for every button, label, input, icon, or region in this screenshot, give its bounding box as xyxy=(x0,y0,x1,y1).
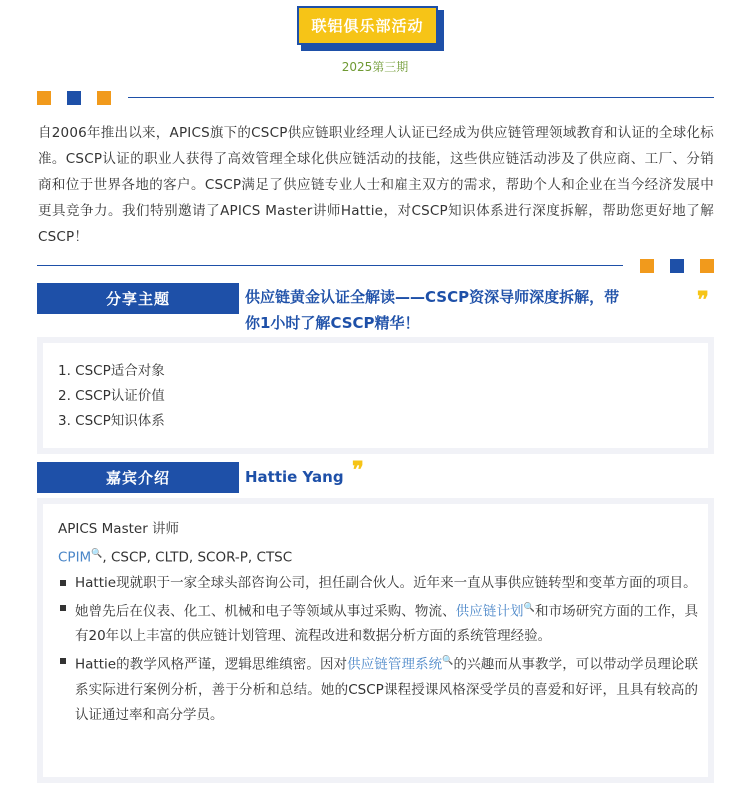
bullet-text: 她曾先后在仪表、化工、机械和电子等领域从事过采购、物流、 xyxy=(75,603,456,619)
decor-square-orange xyxy=(97,91,111,105)
list-item: 1. CSCP适合对象 xyxy=(58,363,165,379)
list-item xyxy=(58,649,698,728)
intro-paragraph: 自2006年推出以来，APICS旗下的CSCP供应链职业经理人认证已经成为供应链管理领域教育和认证的全球化标准。CSCP认证的职业人获得了高效管理全球化供应链活动的技能，这些供应链活动涉及了供应商、工厂、分销商和位于世界各地的客户。CSCP满足了供应链专业人士和雇主双方的需求，帮助个人和企业在当今经济发展中更具竞争力。我们特别邀请了APICS Master讲师Hattie，对CSCP知识体系进行深度拆解，帮助您更好地了解CSCP！ xyxy=(38,125,714,245)
divider-line xyxy=(37,265,623,266)
topic-title-line2: 你1小时了解CSCP精华！ xyxy=(245,314,420,332)
list-item xyxy=(58,571,698,596)
section-label-guest: 嘉宾介绍 xyxy=(37,462,239,493)
supply-chain-planning-link[interactable]: 供应链计划 xyxy=(455,603,524,619)
bio-list xyxy=(58,571,698,728)
list-item: 2. CSCP认证价值 xyxy=(58,388,165,404)
guest-certs xyxy=(58,542,698,571)
decor-square-orange xyxy=(37,91,51,105)
topic-title-line1: 供应链黄金认证全解读——CSCP资深导师深度拆解，带 xyxy=(245,288,620,306)
decor-square-orange xyxy=(700,259,714,273)
issue-number: 2025第三期 xyxy=(341,60,409,74)
topic-title xyxy=(245,284,695,336)
search-icon[interactable]: 🔍 xyxy=(91,549,103,559)
decor-square-orange xyxy=(640,259,654,273)
guest-role: APICS Master 讲师 xyxy=(58,521,180,537)
quote-icon: ❞ xyxy=(697,287,709,313)
guest-bio xyxy=(58,517,698,728)
list-item xyxy=(58,596,698,650)
bullet-text: Hattie现就职于一家全球头部咨询公司，担任副合伙人。近年来一直从事供应链转型和变革方面的项目。 xyxy=(75,574,697,591)
decor-square-blue xyxy=(67,91,81,105)
scm-system-link[interactable]: 供应链管理系统 xyxy=(347,656,443,673)
quote-icon: ❞ xyxy=(352,457,364,483)
bullet-text: 和市场研究方面的工作，具有20年以上丰富的供应链计划管理、流程改进和数据分析方面的系统管理经验。 xyxy=(75,603,699,644)
bullet-text: 的兴趣而从事教学，可以带动学员理论联系实际进行案例分析，善于分析和总结。她的CSCP课程授课风格深受学员的喜爱和好评，且具有较高的认证通过率和高分学员。 xyxy=(75,656,698,723)
cert-list: , CSCP, CLTD, SCOR-P, CTSC xyxy=(102,549,293,566)
guest-name: Hattie Yang xyxy=(245,468,344,486)
search-icon[interactable]: 🔍 xyxy=(442,656,454,666)
topic-list xyxy=(58,359,165,434)
decor-square-blue xyxy=(670,259,684,273)
cpim-link[interactable]: CPIM xyxy=(58,549,92,566)
list-item: 3. CSCP知识体系 xyxy=(58,413,165,429)
section-label-topic: 分享主题 xyxy=(37,283,239,314)
bullet-text: Hattie的教学风格严谨，逻辑思维缜密。因对 xyxy=(75,656,348,673)
search-icon[interactable]: 🔍 xyxy=(523,602,535,613)
divider-line xyxy=(128,97,714,98)
badge-title: 联铝俱乐部活动 xyxy=(297,6,438,45)
event-badge xyxy=(297,6,444,51)
